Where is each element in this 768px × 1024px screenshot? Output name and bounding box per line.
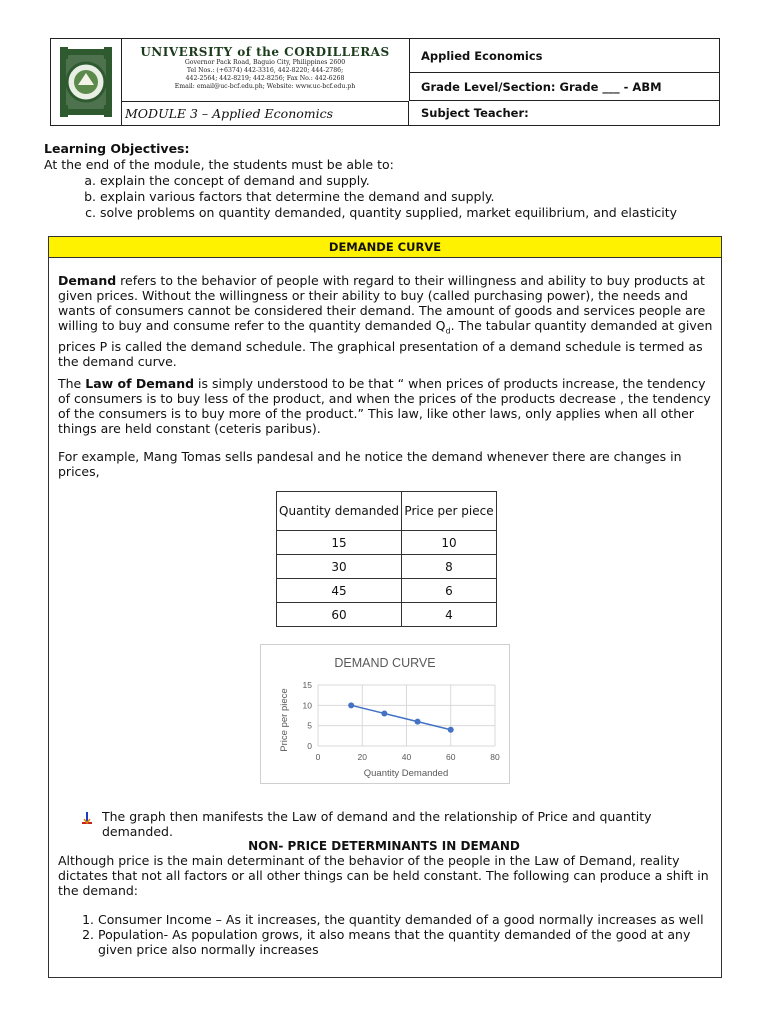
table-cell: 6 xyxy=(402,579,497,603)
nonprice-paragraph: Although price is the main determinant of the behavior of the people in the Law of Demand, reality dictates that not all factors or all other things can be held constant. The following can produce a shift in the demand: xyxy=(58,853,709,898)
nonprice-title: NON- PRICE DETERMINANTS IN DEMAND xyxy=(248,839,520,853)
demand-subscript: d xyxy=(445,326,451,336)
graph-bullet-text: The graph then manifests the Law of demand and the relationship of Price and quantity demanded. xyxy=(102,809,652,839)
chart-data-point xyxy=(348,702,354,708)
demand-chart-svg xyxy=(261,645,509,783)
table-row xyxy=(277,531,497,555)
table-header-row xyxy=(277,492,497,531)
subject-name: Applied Economics xyxy=(409,39,719,73)
table-row xyxy=(277,555,497,579)
section-title: DEMANDE CURVE xyxy=(48,236,722,258)
chart-ytick-label: 0 xyxy=(307,741,312,751)
table-header-cell: Price per piece xyxy=(402,492,497,531)
table-row xyxy=(277,603,497,627)
header-table xyxy=(50,38,720,126)
university-address: Governor Pack Road, Baguio City, Philippines 2600 xyxy=(184,59,346,66)
chart-xlabel: Quantity Demanded xyxy=(363,768,449,779)
chart-xtick-label: 60 xyxy=(446,752,456,762)
table-cell: 60 xyxy=(277,603,402,627)
chart-title: DEMAND CURVE xyxy=(334,656,436,670)
table-cell: 15 xyxy=(277,531,402,555)
demand-text-2: . The tabular quantity demanded at given prices P is called the demand schedule. The graphical presentation of a demand schedule is termed as the demand curve. xyxy=(58,318,713,369)
grade-level: Grade Level/Section: Grade ___ - ABM xyxy=(409,73,719,101)
example-paragraph: For example, Mang Tomas sells pandesal and he notice the demand whenever there are changes in prices, xyxy=(58,449,682,479)
determinant-item: 2. Population- As population grows, it also means that the quantity demanded of the good at any given price also normally increases xyxy=(98,927,718,957)
law-paragraph xyxy=(58,376,714,436)
demand-schedule-table xyxy=(276,491,497,627)
chart-ytick-label: 15 xyxy=(302,680,312,690)
demand-text: refers to the behavior of people with regard to their willingness and ability to buy products at given prices. Without the willingness or their ability to buy (called purchasing power), the needs and wants of consumers cannot be considered their demand. The amount of goods and services people are willing to buy and consume refer to the quantity demanded Q xyxy=(58,273,706,333)
chart-tick-labels xyxy=(303,680,500,762)
objectives-list xyxy=(44,173,677,221)
law-post: This law, like other laws, only applies when all other things are held constant (ceteris paribus). xyxy=(58,406,694,436)
chart-grid xyxy=(318,685,495,746)
chart-data-point xyxy=(381,710,387,716)
chart-xtick-label: 20 xyxy=(357,752,367,762)
chart-xtick-label: 40 xyxy=(401,752,412,762)
chart-xtick-label: 80 xyxy=(490,752,500,762)
chart-ylabel: Price per piece xyxy=(279,688,290,752)
law-pre: The xyxy=(58,376,86,391)
determinants-list xyxy=(58,912,718,957)
law-term: Law of Demand xyxy=(85,376,195,391)
objectives-title: Learning Objectives: xyxy=(44,141,190,156)
table-cell: 4 xyxy=(402,603,497,627)
university-tel: Tel Nos.: (+6374) 442-3316, 442-8220; 444-2786; xyxy=(186,67,344,74)
chart-ytick-label: 10 xyxy=(302,700,312,711)
objective-item: c. solve problems on quantity demanded, quantity supplied, market equilibrium, and elasticity xyxy=(100,205,677,221)
law-quote: “ when prices of products increase, the tendency of consumers is to buy less of the product, and when the prices of the products decrease , the tendency of the consumers is to buy more of the product.” xyxy=(58,376,711,421)
learning-objectives xyxy=(44,141,677,221)
university-email: Email: email@uc-bcf.edu.ph; Website: www.uc-bcf.edu.ph xyxy=(174,83,356,90)
demand-term: Demand xyxy=(58,273,117,288)
objective-item: b. explain various factors that determine the demand and supply. xyxy=(100,189,677,205)
table-cell: 10 xyxy=(402,531,497,555)
chart-data-point xyxy=(448,727,454,733)
module-title: MODULE 3 – Applied Economics xyxy=(121,101,409,125)
table-cell: 45 xyxy=(277,579,402,603)
university-tel-fax: 442-2564; 442-8219; 442-8256; Fax No.: 442-6268 xyxy=(185,75,345,82)
objectives-intro: At the end of the module, the students must be able to: xyxy=(44,157,394,172)
arrow-bullet-icon xyxy=(80,810,94,829)
chart-ytick-label: 5 xyxy=(307,720,312,731)
demand-chart xyxy=(260,644,510,784)
objective-item: a. explain the concept of demand and supply. xyxy=(100,173,677,189)
university-seal-cell xyxy=(51,39,122,125)
table-header-cell: Quantity demanded xyxy=(277,492,402,531)
demand-paragraph xyxy=(58,273,714,369)
chart-xtick-label: 0 xyxy=(315,752,321,762)
determinant-item: 1. Consumer Income – As it increases, the quantity demanded of a good normally increases as well xyxy=(98,912,718,927)
table-row xyxy=(277,579,497,603)
university-name: UNIVERSITY of the CORDILLERAS xyxy=(140,45,390,59)
table-cell: 8 xyxy=(402,555,497,579)
university-info xyxy=(121,39,410,101)
university-seal-icon xyxy=(58,45,114,119)
table-cell: 30 xyxy=(277,555,402,579)
subject-teacher: Subject Teacher: xyxy=(421,106,529,120)
law-mid: is simply understood to be that xyxy=(194,376,398,391)
chart-data-point xyxy=(415,719,421,725)
